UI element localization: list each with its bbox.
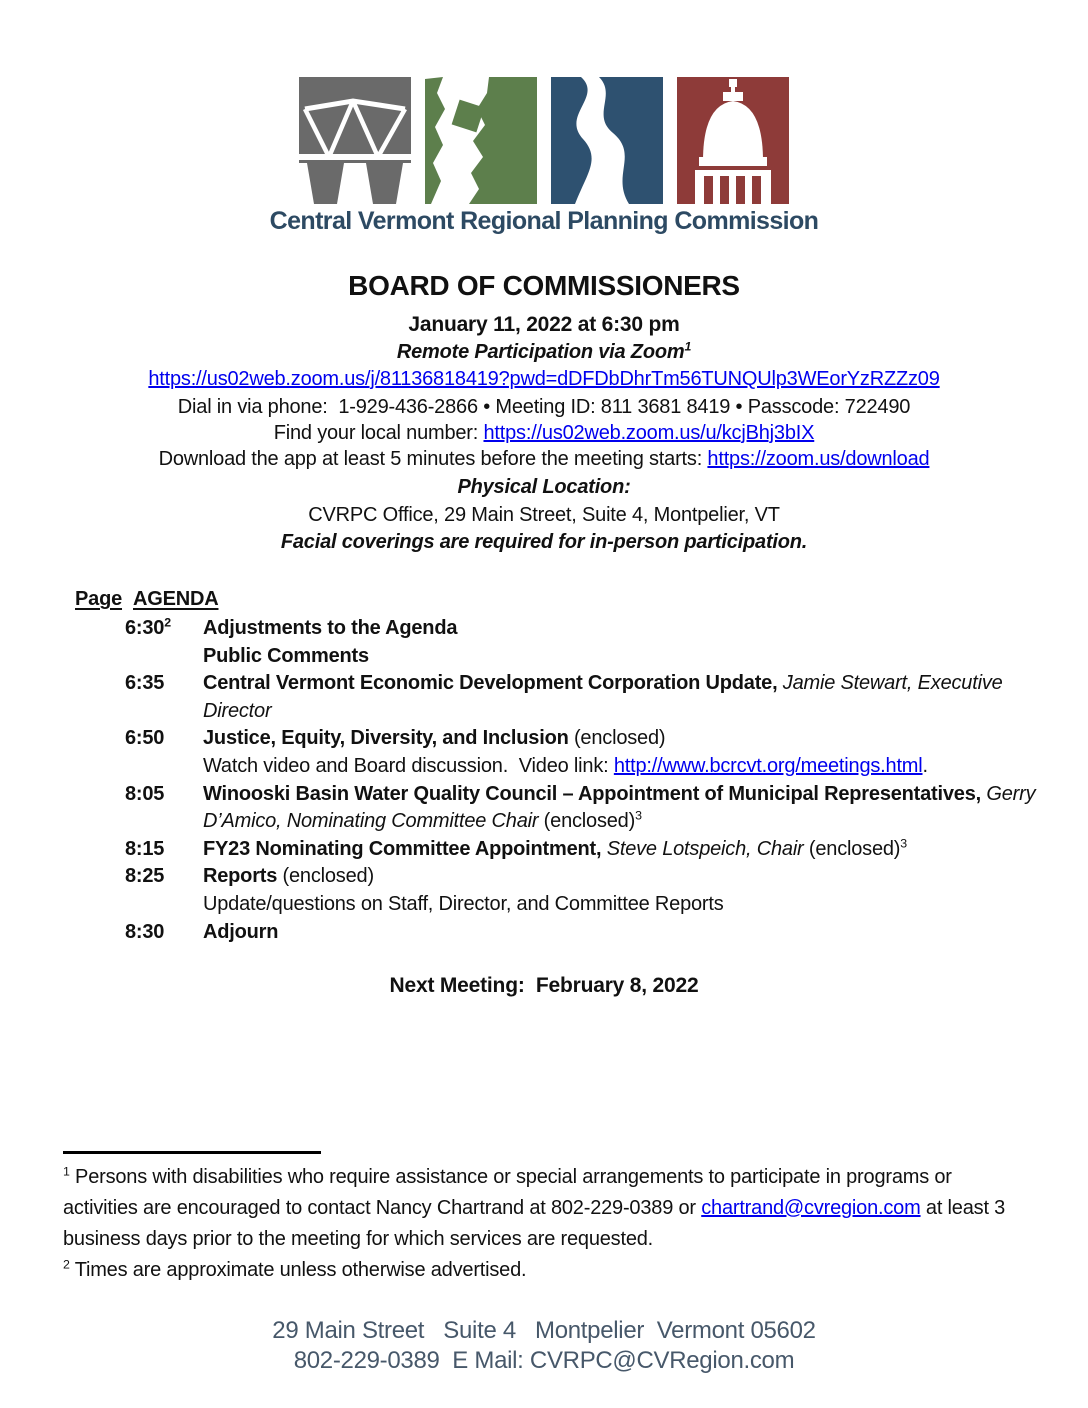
agenda-item-text: Director — [203, 699, 272, 722]
agenda-time: 6:35 — [125, 672, 165, 695]
remote-label: Remote Participation via Zoom — [396, 341, 685, 363]
download-label: Download the app at least 5 minutes before the meeting starts: — [158, 448, 708, 470]
agenda-item-text: FY23 Nominating Committee Appointment, Steve Lotspeich, Chair (enclosed)$^3$ — [203, 836, 907, 860]
footnotes — [63, 1162, 1015, 1286]
agenda-item-text: Update/questions on Staff, Director, and Committee Reports — [203, 892, 724, 915]
agenda-item-text: Justice, Equity, Diversity, and Inclusion (enclosed) — [203, 727, 666, 750]
agenda-row — [125, 643, 1048, 671]
remote-participation-line — [0, 341, 1088, 364]
footnote-ref-1: 1 — [684, 339, 692, 354]
agenda-row — [125, 863, 1048, 891]
local-number-link[interactable]: https://us02web.zoom.us/u/kcjBhj3bIX — [483, 422, 815, 444]
agenda-column-header: AGENDA — [133, 588, 219, 610]
agenda-row — [125, 615, 1048, 643]
footer-contact: 802-229-0389 E Mail: CVRPC@CVRegion.com — [293, 1347, 795, 1374]
footnote-2-marker: 2 — [63, 1257, 70, 1272]
document-title: BOARD OF COMMISSIONERS — [348, 270, 740, 301]
agenda-time: 8:15 — [125, 837, 165, 860]
zoom-meeting-link[interactable]: https://us02web.zoom.us/j/81136818419?pwd=dDFDbDhrTm56TUNQUlp3WEorYzRZZz09 — [148, 368, 940, 390]
dial-in-line: Dial in via phone: 1-929-436-2866 • Meeting ID: 811 3681 8419 • Passcode: 722490 — [177, 396, 911, 418]
agenda-time: 6:50 — [125, 727, 165, 750]
agenda-row — [125, 670, 1048, 698]
download-link[interactable]: https://zoom.us/download — [707, 448, 930, 470]
bridge-icon — [299, 77, 411, 204]
cvrpc-logo — [299, 77, 789, 204]
next-meeting-line: Next Meeting: February 8, 2022 — [389, 974, 699, 997]
document-footer — [0, 1316, 1088, 1376]
contact-email-link[interactable]: chartrand@cvregion.com — [701, 1197, 921, 1219]
footnote-1-marker: 1 — [63, 1164, 70, 1179]
agenda-time: 8:30 — [125, 920, 165, 943]
office-address: CVRPC Office, 29 Main Street, Suite 4, Montpelier, VT — [308, 504, 780, 526]
video-link[interactable]: http://www.bcrcvt.org/meetings.html — [613, 754, 923, 777]
zoom-meeting-link-line — [0, 368, 1088, 391]
facial-coverings-notice: Facial coverings are required for in-person participation. — [280, 531, 808, 553]
agenda-row — [125, 781, 1048, 809]
vermont-map-icon — [425, 77, 537, 204]
agenda-row — [125, 836, 1048, 864]
agenda-time: $6:30^2$ — [125, 615, 171, 639]
agenda-row — [125, 725, 1048, 753]
footnote-2: $^2$ Times are approximate unless otherwise advertised. — [63, 1257, 527, 1281]
agenda-time: 8:05 — [125, 782, 165, 805]
agenda-item-text: Central Vermont Economic Development Corporation Update, Jamie Stewart, Executive — [203, 672, 1003, 695]
page-column-header: Page — [75, 588, 123, 610]
agenda-item-text: Reports (enclosed) — [203, 865, 374, 888]
footer-address: 29 Main Street Suite 4 Montpelier Vermont 05602 — [272, 1317, 816, 1344]
agenda-item-text: Adjourn — [203, 920, 279, 943]
agenda-item-text: Public Comments — [203, 644, 369, 667]
river-icon — [551, 77, 663, 204]
meeting-datetime: January 11, 2022 at 6:30 pm — [408, 313, 680, 336]
local-number-label: Find your local number: — [273, 422, 484, 444]
local-number-line — [0, 422, 1088, 445]
physical-location-label: Physical Location: — [457, 476, 631, 498]
download-app-line — [0, 448, 1088, 471]
footnote-separator — [63, 1151, 321, 1154]
agenda-row — [125, 698, 1048, 726]
capitol-dome-icon — [677, 77, 789, 204]
agenda-row — [125, 891, 1048, 919]
agenda-item-text: D’Amico, Nominating Committee Chair (enclosed)$^3$ — [203, 808, 642, 833]
org-name: Central Vermont Regional Planning Commission — [269, 207, 819, 235]
agenda-item-text: Watch video and Board discussion. Video link: http://www.bcrcvt.org/meetings.html. — [203, 754, 928, 777]
agenda-time: 8:25 — [125, 865, 165, 888]
footnote-1: $^1$ Persons with disabilities who require assistance or special arrangements to participate in programs or activities are encouraged to contact Nancy Chartrand at 802-229-0389 or chartrand@cvregion.com at least 3 business days prior to the meeting for which services are requested. — [63, 1164, 1011, 1250]
agenda-row — [125, 919, 1048, 947]
agenda-row — [125, 753, 1048, 781]
agenda-row — [125, 808, 1048, 836]
agenda-list — [125, 615, 1048, 946]
agenda-item-text: Adjustments to the Agenda — [203, 617, 458, 639]
agenda-item-text: Winooski Basin Water Quality Council – Appointment of Municipal Representatives, Gerry — [203, 782, 1036, 805]
